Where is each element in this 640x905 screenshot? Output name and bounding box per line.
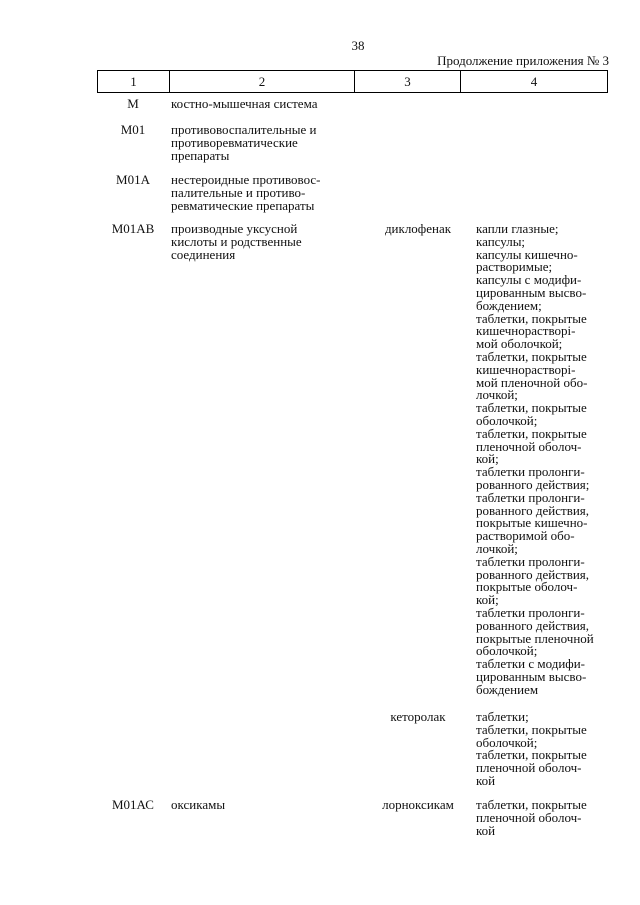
row-code: М01АС (112, 797, 154, 812)
header-col-3: 3 (355, 71, 461, 92)
row-inn: кеторолак (390, 709, 446, 724)
row-group: противовоспалительные и противоревматические препараты (171, 122, 317, 163)
row-group: костно-мышечная система (171, 96, 318, 111)
header-col-2: 2 (170, 71, 355, 92)
row-inn: диклофенак (384, 221, 452, 236)
header-col-1: 1 (98, 71, 170, 92)
row-code: М (127, 96, 139, 111)
row-group: производные уксусной кислоты и родственные соединения (171, 221, 302, 262)
row-inn: лорноксикам (382, 797, 454, 812)
row-forms: таблетки; таблетки, покрытые оболочкой; таблетки, покрытые пленочной оболоч- кой (476, 709, 587, 788)
row-code: М01 (120, 122, 146, 137)
row-forms: таблетки, покрытые пленочной оболоч- кой (476, 797, 587, 838)
row-group: нестероидные противовос- палительные и противо- ревматические препараты (171, 172, 321, 213)
row-code: М01АВ (111, 221, 155, 236)
header-col-4: 4 (530, 74, 538, 89)
appendix-caption: Продолжение приложения № 3 (437, 53, 609, 68)
row-code: М01А (116, 172, 150, 187)
table-header (97, 70, 608, 93)
row-group: оксикамы (171, 797, 226, 812)
page-number: 38 (351, 38, 365, 53)
row-forms: капли глазные; капсулы; капсулы кишечно- растворимые; капсулы с модифи- цированным высво- бождением; таблетки, покрытые кишечнорастворі- мой оболочкой; таблетки, покрытые кишечнорастворі- мой пленочной обо- лочкой; таблетки, покрытые оболочкой; таблетки, покрытые пленочной оболоч- кой; таблетки пролонги- рованного действия; таблетки пролонги- рованного действия, покрытые кишечно- растворимой обо- лочкой; таблетки пролонги- рованного действия, покрытые оболоч- кой; таблетки пролонги- рованного действия, покрытые пленочной оболочкой; таблетки с модифи- цированным высво- бождением (476, 221, 594, 697)
